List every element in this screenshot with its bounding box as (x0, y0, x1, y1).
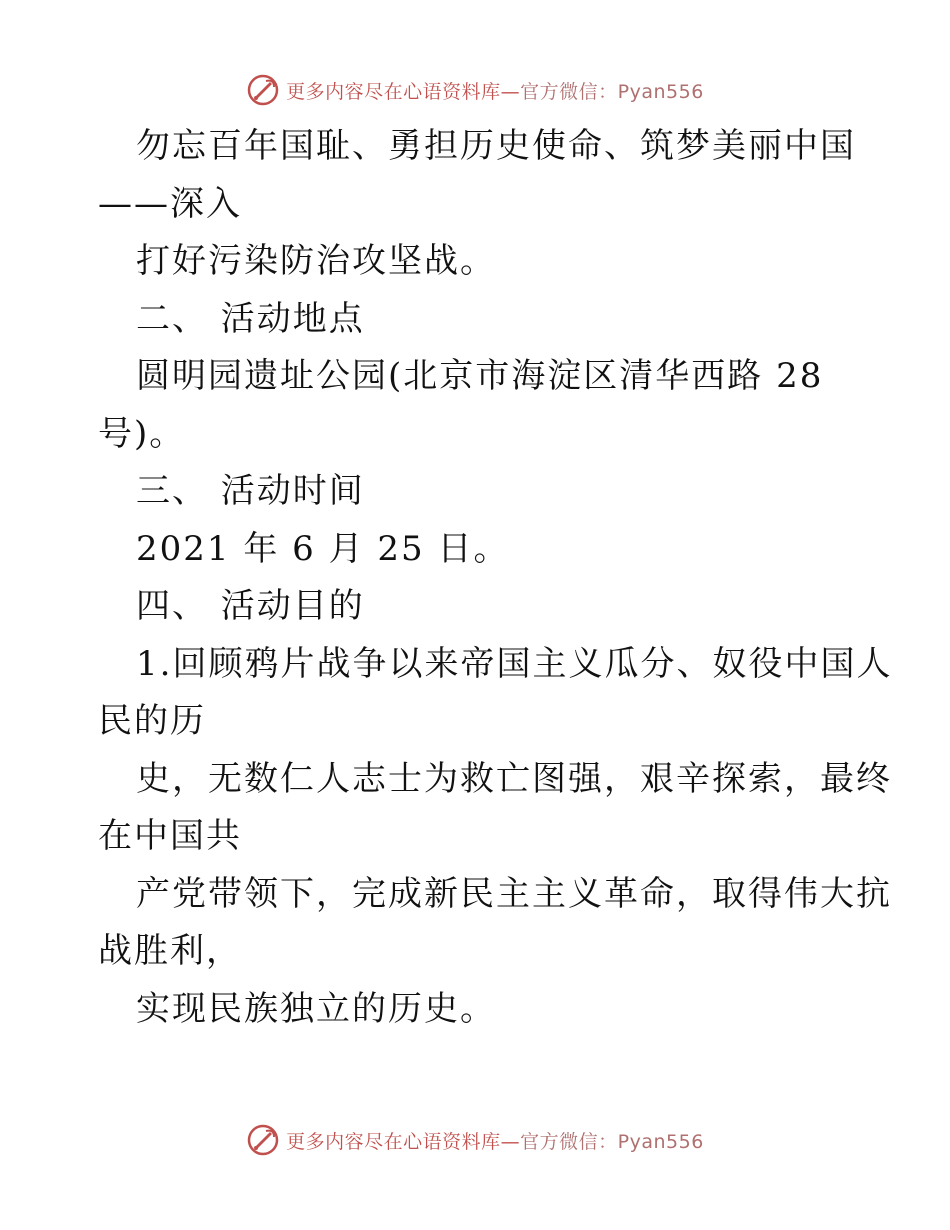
body-line: 号)。 (98, 413, 186, 454)
footer-watermark-inner (246, 1123, 704, 1157)
body-line: 史，无数仁人志士为救亡图强，艰辛探索，最终 (136, 758, 892, 799)
section-heading-purpose: 四、 活动目的 (136, 586, 365, 626)
body-line: ——深入 (98, 183, 242, 224)
body-line: 勿忘百年国耻、勇担历史使命、筑梦美丽中国 (136, 126, 856, 166)
body-line: 实现民族独立的历史。 (136, 988, 496, 1029)
body-line: 民的历 (98, 701, 206, 741)
body-line: 产党带领下，完成新民主主义革命，取得伟大抗 (136, 873, 892, 914)
body-line: 圆明园遗址公园(北京市海淀区清华西路 28 (136, 356, 824, 396)
body-line: 在中国共 (98, 816, 242, 856)
watermark-text: 更多内容尽在心语资料库—官方微信：Pyan556 (286, 1130, 704, 1153)
quill-seal-icon (246, 1123, 280, 1157)
watermark-text: 更多内容尽在心语资料库—官方微信：Pyan556 (286, 80, 704, 103)
section-heading-location: 二、 活动地点 (136, 298, 365, 339)
quill-seal-icon (246, 73, 280, 107)
header-watermark-inner (246, 73, 704, 107)
body-line: 1.回顾鸦片战争以来帝国主义瓜分、奴役中国人 (136, 643, 893, 684)
body-line: 2021 年 6 月 25 日。 (136, 528, 510, 569)
header-watermark-banner (0, 72, 950, 108)
footer-watermark-banner (0, 1122, 950, 1158)
section-heading-time: 三、 活动时间 (136, 471, 365, 511)
body-line: 打好污染防治攻坚战。 (136, 241, 496, 281)
body-line: 战胜利， (98, 931, 242, 971)
document-body (98, 118, 893, 1038)
